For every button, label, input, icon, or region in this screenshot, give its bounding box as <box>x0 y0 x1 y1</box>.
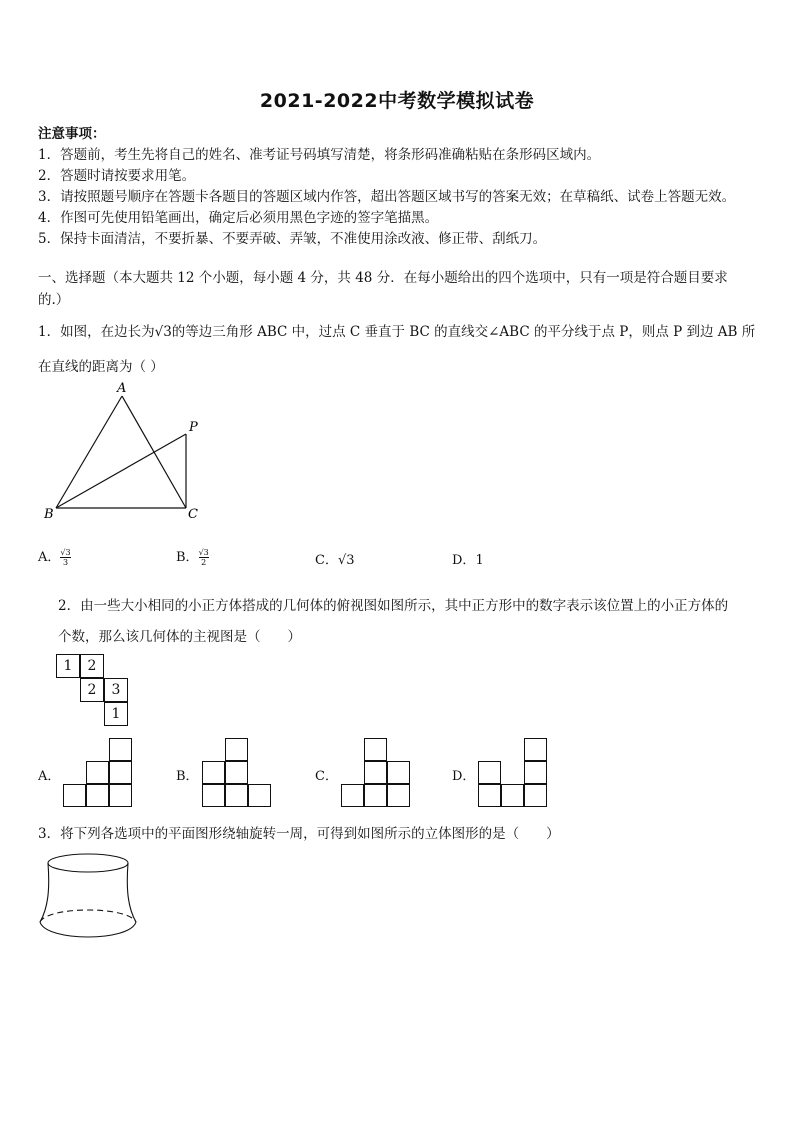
label-a: A <box>117 381 127 396</box>
top-view-cell: 3 <box>104 678 128 702</box>
notice-item: 4．作图可先使用铅笔画出，确定后必须用黑色字迹的签字笔描黑。 <box>38 210 439 226</box>
section-heading-line2: 的.） <box>38 292 70 308</box>
q3-solid-figure <box>36 850 146 946</box>
q3-text-line1: 3．将下列各选项中的平面图形绕轴旋转一周，可得到如图所示的立体图形的是（ ） <box>38 826 560 842</box>
bottom-front-arc <box>40 922 136 937</box>
q2-option-d-label[interactable]: D． <box>452 769 476 784</box>
notice-item: 1．答题前，考生先将自己的姓名、准考证号码填写清楚，将条形码准确粘贴在条形码区域内。 <box>38 147 601 163</box>
label-c: C <box>188 507 198 522</box>
q2-option-a-label[interactable]: A． <box>38 769 61 784</box>
q1-sqrt3: √3 <box>154 324 172 340</box>
q2-option-a-figure <box>63 738 135 808</box>
q1-option-a[interactable]: A．$\frac{√3}{3}$ <box>38 548 71 567</box>
q1-text-line2: 在直线的距离为（ ） <box>38 359 164 375</box>
q2-option-d-figure <box>478 738 550 808</box>
q1-option-d[interactable]: D．1 <box>452 553 484 568</box>
q1-text-line1 <box>38 320 755 340</box>
top-view-cell: 1 <box>104 702 128 726</box>
notice-item: 3．请按照题号顺序在答题卡各题目的答题区域内作答，超出答题区域书写的答案无效；在草稿纸、试卷上答题无效。 <box>38 189 736 205</box>
q1-option-b[interactable]: B．$\frac{√3}{2}$ <box>176 548 209 567</box>
q2-option-c-label[interactable]: C． <box>315 769 338 784</box>
top-view-cell: 2 <box>80 678 104 702</box>
q2-option-b-label[interactable]: B． <box>176 769 199 784</box>
edge-bp <box>56 434 186 508</box>
label-p: P <box>189 420 198 435</box>
top-view-cell: 1 <box>56 654 80 678</box>
fraction: $\frac{√3}{2}$ <box>198 548 209 567</box>
q2-option-b-figure <box>202 738 274 808</box>
left-profile <box>40 863 49 922</box>
notice-item: 2．答题时请按要求用笔。 <box>38 168 196 184</box>
fraction: $\frac{√3}{3}$ <box>60 548 71 567</box>
q2-text-line2: 个数，那么该几何体的主视图是（ ） <box>58 629 301 645</box>
q2-option-c-figure <box>341 738 413 808</box>
top-ellipse <box>48 854 128 872</box>
notice-heading: 注意事项： <box>38 126 106 142</box>
q1-text-b: 的等边三角形 ABC 中，过点 C 垂直于 BC 的直线交∠ABC 的平分线于点 P，则点 P 到边 AB 所 <box>171 324 756 340</box>
section-heading-line1: 一、选择题（本大题共 12 个小题，每小题 4 分，共 48 分．在每小题给出的四个选项中，只有一项是符合题目要求 <box>38 270 728 286</box>
q2-top-view <box>56 654 136 728</box>
label-b: B <box>44 507 54 522</box>
q1-option-c[interactable]: C．√3 <box>315 553 355 568</box>
q1-triangle-figure <box>40 378 210 524</box>
bottom-back-arc <box>40 910 136 922</box>
right-profile <box>127 863 136 922</box>
q2-text-line1: 2．由一些大小相同的小正方体搭成的几何体的俯视图如图所示，其中正方形中的数字表示该位置上的小正方体的 <box>58 598 729 614</box>
page-title: 2021-2022中考数学模拟试卷 <box>259 90 535 112</box>
q1-text-a: 1．如图，在边长为 <box>38 324 155 340</box>
edge-ba <box>56 396 122 508</box>
top-view-cell: 2 <box>80 654 104 678</box>
notice-item: 5．保持卡面清洁，不要折暴、不要弄破、弄皱，不准使用涂改液、修正带、刮纸刀。 <box>38 231 547 247</box>
